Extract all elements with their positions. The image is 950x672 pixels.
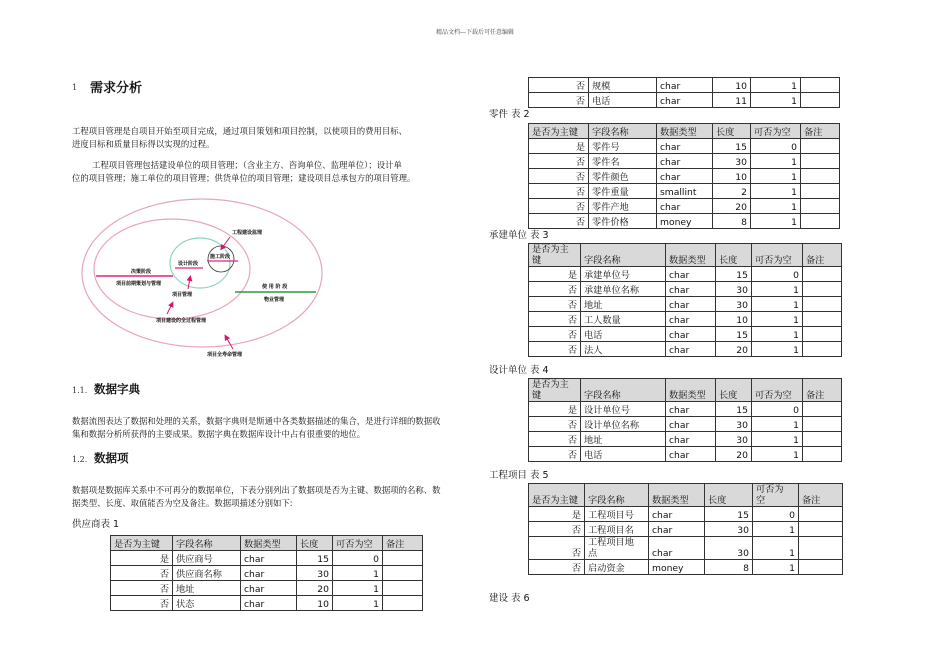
page-header: 精品文档---下载后可任意编辑 (435, 29, 515, 36)
data-dictionary-paragraph: 数据流图表达了数据和处理的关系，数据字典则是斯通中各类数据描述的集合，是进行详细的数据收 集和数据分析所获得的主要成果。数据字典在数据库设计中占有很重要的地位。 (72, 416, 441, 439)
table-row: 否 启动资金 money 8 1 (529, 560, 843, 575)
subsection-title: 数据项 (94, 451, 129, 465)
table-row: 是 供应商号 char 15 0 (111, 551, 423, 566)
table-row: 否 地址 char 30 1 (529, 432, 842, 447)
arrow-whole-process (167, 304, 172, 314)
table-row: 否 承建单位名称 char 30 1 (529, 282, 842, 297)
label-project-mgmt: 项目管理 (172, 292, 193, 298)
table-caption: 零件 表 2 (489, 109, 530, 120)
table-header-row: 是否为主键 字段名称 数据类型 长度 可否为 空 备注 (529, 484, 843, 507)
table-row: 否 状态 char 10 1 (111, 596, 423, 611)
supplier-table-continued (528, 77, 840, 108)
table-row: 是 承建单位号 char 15 0 (529, 267, 842, 282)
arrow-supervision (222, 237, 230, 248)
intro-paragraph-1: 工程项目管理是自项目开始至项目完成，通过项目策划和项目控制，以使项目的费用目标、 进度目标和质量目标得以实现的过程。 (72, 126, 407, 149)
table-row: 否 地址 char 20 1 (111, 581, 423, 596)
intro-paragraph-2: 工程项目管理包括建设单位的项目管理；（含业主方、咨询单位、监理单位）；设计单 位的项目管理；施工单位的项目管理；供货单位的项目管理；建设项目总承包方的项目管理。 (72, 160, 416, 183)
table-caption: 工程项目 表 5 (489, 470, 549, 481)
project-management-diagram (80, 197, 340, 367)
table-header-row: 是否为主键 字段名称 数据类型 长度 可否为空 备注 (529, 124, 840, 139)
subsection-number: 1.2. (72, 455, 88, 464)
design-unit-table (528, 378, 842, 462)
parts-table (528, 123, 840, 229)
table-caption: 承建单位 表 3 (489, 230, 549, 241)
label-property: 物业管理 (264, 297, 285, 303)
arrow-lifecycle (226, 337, 233, 349)
table-header-row: 是否为主 键 字段名称 数据类型 长度 可否为空 备注 (529, 379, 842, 402)
table-caption: 设计单位 表 4 (489, 365, 549, 376)
label-construction: 施工阶段 (210, 254, 231, 260)
data-items-paragraph: 数据项是数据库关系中不可再分的数据单位，下表分别列出了数据项是否为主键、数据项的名称、数 据类型、长度、取值能否为空及备注。数据项描述分别如下: (72, 485, 441, 508)
contractor-table (528, 243, 842, 357)
table-header-row: 是否为主键 字段名称 数据类型 长度 可否为空 备注 (111, 536, 423, 551)
label-pre-planning: 项目前期策划与管理 (116, 281, 162, 287)
label-supervision: 工程建设监理 (232, 230, 263, 236)
label-lifecycle: 项目全寿命管理 (207, 352, 243, 358)
table-row: 否 地址 char 30 1 (529, 297, 842, 312)
table-row: 否 法人 char 20 1 (529, 342, 842, 357)
table-caption: 供应商表 1 (72, 519, 120, 530)
table-row: 否 工程项目名 char 30 1 (529, 522, 843, 537)
table-row: 否 零件颜色 char 10 1 (529, 169, 840, 184)
section-number: 1 (72, 83, 78, 92)
table-row: 否 工程项目地 点 char 30 1 (529, 537, 843, 560)
table-row: 是 零件号 char 15 0 (529, 139, 840, 154)
subsection-title: 数据字典 (94, 382, 140, 396)
table-caption: 建设 表 6 (489, 593, 530, 604)
table-header-row: 是否为主 键 字段名称 数据类型 长度 可否为空 备注 (529, 244, 842, 267)
project-table (528, 483, 843, 575)
supplier-table (110, 535, 423, 611)
table-row: 否 供应商名称 char 30 1 (111, 566, 423, 581)
section-title: 需求分析 (90, 81, 143, 96)
label-decision: 决策阶段 (131, 269, 152, 275)
table-row: 否 设计单位名称 char 30 1 (529, 417, 842, 432)
table-row: 否 规模 char 10 1 (529, 78, 840, 93)
table-row: 否 电话 char 20 1 (529, 447, 842, 462)
table-row: 是 设计单位号 char 15 0 (529, 402, 842, 417)
table-row: 否 零件重量 smallint 2 1 (529, 184, 840, 199)
label-whole-process: 项目建设的全过程管理 (156, 318, 207, 324)
label-usage: 使 用 阶 段 (262, 284, 288, 290)
subsection-number: 1.1. (72, 386, 88, 395)
lifecycle-ellipse (82, 199, 322, 347)
label-design: 设计阶段 (178, 261, 199, 267)
table-row: 否 电话 char 15 1 (529, 327, 842, 342)
table-row: 否 电话 char 11 1 (529, 93, 840, 108)
table-row: 是 工程项目号 char 15 0 (529, 507, 843, 522)
table-row: 否 工人数量 char 10 1 (529, 312, 842, 327)
table-row: 否 零件名 char 30 1 (529, 154, 840, 169)
arrow-project-mgmt (188, 278, 190, 289)
table-row: 否 零件价格 money 8 1 (529, 214, 840, 229)
table-row: 否 零件产地 char 20 1 (529, 199, 840, 214)
